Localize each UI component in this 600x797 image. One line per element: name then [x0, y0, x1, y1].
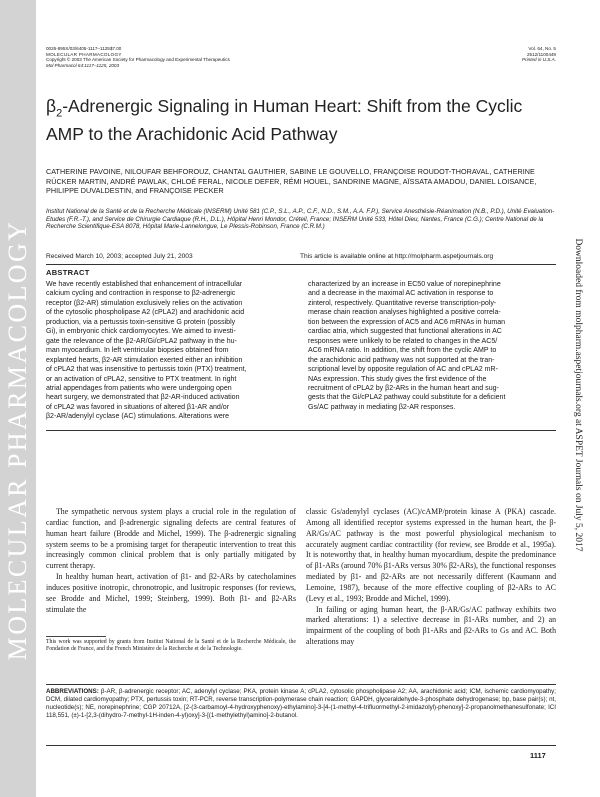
body-paragraph: In healthy human heart, activation of β1- and β2-ARs by catecholamines induces positive inotropic, chronotropic, and lusitropic responses (for reviews, see Brodde and Michel, 1999; Steinberg, 1999). Both β1- and β2-ARs stimulate the	[46, 572, 296, 614]
affiliations: Institut National de la Santé et de la Recherche Médicale (INSERM) Unité 581 (C.P., S.L., A.P., C.F., N.D., S.M., A.A. F.P.), Service Anesthésie-Réanimation (N.B., P.D.), Unité Evaluation-Etudes (F.R.-T.), and Service de Chirurgie Cardiaque (R.H., D.L.), Hôpital Henri Mondor, Créteil, France; INSERM Unité 533, Hôtel Dieu, Nantes, France (C.G.); Centre National de la Recherche Scientifique-ESA 8078, Hôpital Marie-Lannelongue, Le Plessis-Robinson, France (C.R.M.)	[46, 208, 555, 231]
abstract-left-column: We have recently established that enhancement of intracellular calcium cycling and contraction in response to β2-adrenergic receptor (β2-AR) stimulation exclusively relies on the activation of the cytosolic phospholipase A2 (cPLA2) and arachidonic acid production, via a pertussis toxin-sensitive G protein (possibly Gi), in embryonic chick cardiomyocytes. We aimed to investi- gate the relevance of the β2-AR/Gi/cPLA2 pathway in the hu- man myocardium. In left ventricular biopsies obtained from explanted hearts, β2-AR stimulation exerted either an inhibition of cPLA2 that was insensitive to pertussis toxin (PTX) treatment, or an activation of cPLA2, sensitive to PTX treatment. In right atrial appendages from patients who were undergoing open heart surgery, we demonstrated that β2-AR-induced activation of cPLA2 was favored in situations of altered β1-AR and/or β2-AR/adenylyl cyclase (AC) stimulations. Alterations were	[46, 281, 247, 421]
journal-name-vertical: MOLECULAR PHARMACOLOGY	[3, 219, 32, 661]
abbreviations-text: β-AR, β-adrenergic receptor; AC, adenylyl cyclase; PKA, protein kinase A; cPLA2, cytosolic phospholipase A2; AA, arachidonic acid; ICM, ischemic cardiomyopathy; DCM, dilated cardiomyopathy; PTX, pertussis toxin; RT-PCR, reverse transcription-polymerase chain reaction; GAPDH, glyceraldehyde-3-phosphate dehydrogenase; bp, base pair(s); nt, nucleotide(s); NE, norepinephrine; CGP 20712A, [2-(3-carbamoyl-4-hydroxyphenoxy)-ethylamino]-3-[4-(1-methyl-4-trifluormethyl-2-imidazolyl)-phenoxy]-2-propanolmethanesulfonate; ICI 118,551, (±)-1-[2,3-(dihydro-7-methyl-1H-inden-4-yl)oxy]-3-[(1-methylethyl)amino]-2-butanol.	[46, 688, 556, 719]
abbreviations	[46, 688, 556, 720]
header-citation: Mol Pharmacol 64:1117–1125, 2003	[46, 62, 120, 68]
online-availability: This article is available online at http://molpharm.aspetjournals.org	[300, 253, 494, 260]
header-right	[480, 46, 556, 63]
abstract-right-column: characterized by an increase in EC50 value of norepinephrine and a decrease in the maximal AC activation in response to zinterol, respectively. Quantitative reverse transcription-poly- merase chain reaction analyses highlighted a positive correla- tion between the expression of AC5 and AC6 mRNAs in human cardiac atria, which suggested that functional alterations in AC responses were unlikely to be related to changes in the AC5/ AC6 mRNA ratio. In addition, the shift from the cyclic AMP to the arachidonic acid pathway was not supported at the tran- scriptional level by opposite regulation of AC and cPLA2 mR- NAs expression. This study gives the first evidence of the recruitment of cPLA2 by β2-ARs in the human heart and sug- gests that the Gi/cPLA2 pathway could substitute for a deficient Gs/AC pathway in mediating β2-AR responses.	[308, 281, 506, 411]
body-right-column	[306, 507, 556, 648]
header-volume: Vol. 64, No. 5	[528, 46, 556, 51]
download-watermark: Downloaded from molpharm.aspetjournals.org at ASPET Journals on July 5, 2017	[573, 238, 583, 552]
footnote-rule	[46, 636, 106, 637]
abbreviations-label: ABBREVIATIONS:	[46, 688, 99, 695]
header-id: 2512/1100449	[526, 51, 556, 57]
abstract-heading: ABSTRACT	[46, 268, 90, 277]
author-list: CATHERINE PAVOINE, NILOUFAR BEHFOROUZ, CHANTAL GAUTHIER, SABINE LE GOUVELLO, FRANÇOISE ROUDOT-THORAVAL, CATHERINE RÜCKER MARTIN, ANDRÉ PAWLAK, CHLOÉ FERAL, NICOLE DEFER, RÉMI HOUEL, SANDRINE MAGNE, AÏSSATA AMADOU, DANIEL LOISANCE, PHILIPPE DUVALDESTIN, and FRANÇOISE PECKER	[46, 167, 537, 195]
header-copyright: Copyright © 2003 The American Society for Pharmacology and Experimental Therapeutics	[46, 57, 230, 63]
page-bottom-rule	[46, 745, 556, 746]
abstract-top-rule	[46, 264, 556, 265]
body-paragraph: classic Gs/adenylyl cyclases (AC)/cAMP/protein kinase A (PKA) cascade. Among all identified receptor systems expressed in the human heart, the β-AR/Gs/AC pathway is the most powerful physiological mechanism to accurately augment cardiac contractility (for review, see Brodde et al., 1995a). It is noteworthy that, in healthy human myocardium, despite the predominance of β1-ARs (around 70% β1-ARs versus 30% β2-ARs), the functional responses mediated by β1- and β2-ARs are not necessarily different (Kaumann and Lemoine, 1987), because of the more effective coupling of β2-ARs to AC (Levy et al., 1993; Brodde and Michel, 1999).	[306, 507, 556, 603]
header-printed: Printed in U.S.A.	[522, 57, 556, 63]
body-paragraph: In failing or aging human heart, the β-AR/Gs/AC pathway exhibits two marked alterations: 1) a selective decrease in β1-ARs number, and 2) an impairment of the coupling of both β1-ARs and β2-ARs to Gs and AC. Both alterations may	[306, 604, 556, 647]
received-dates: Received March 10, 2003; accepted July 21, 2003	[46, 253, 193, 260]
body-left-column	[46, 507, 296, 615]
journal-sidebar	[0, 0, 36, 797]
article-title: $\beta_2$-Adrenergic Signaling in Human Heart: Shift from the Cyclic AMP to the Arachidonic Acid Pathway	[46, 96, 523, 144]
header-journal: MOLECULAR PHARMACOLOGY	[46, 51, 122, 57]
header-issn: 0026-895X/03/6405-1117–1125$7.00	[46, 46, 122, 51]
page-number: 1117	[530, 751, 546, 760]
body-paragraph: The sympathetic nervous system plays a crucial role in the regulation of cardiac function, and β-adrenergic signaling defects are central features of human heart failure (Brodde and Michel, 1999). The β-adrenergic signaling system seems to be a promising target for therapeutic intervention to treat this increasingly common clinical problem that is only partially mitigated by current therapy.	[46, 507, 296, 571]
header-left	[46, 46, 346, 68]
funding-footnote: This work was supported by grants from Institut National de la Santé et de la Recherche Médicale, the Fondation de France, and the French Ministère de la Recherche et de la Technologie.	[46, 639, 296, 653]
abstract-bottom-rule	[46, 430, 556, 431]
abbreviations-rule	[46, 684, 556, 685]
